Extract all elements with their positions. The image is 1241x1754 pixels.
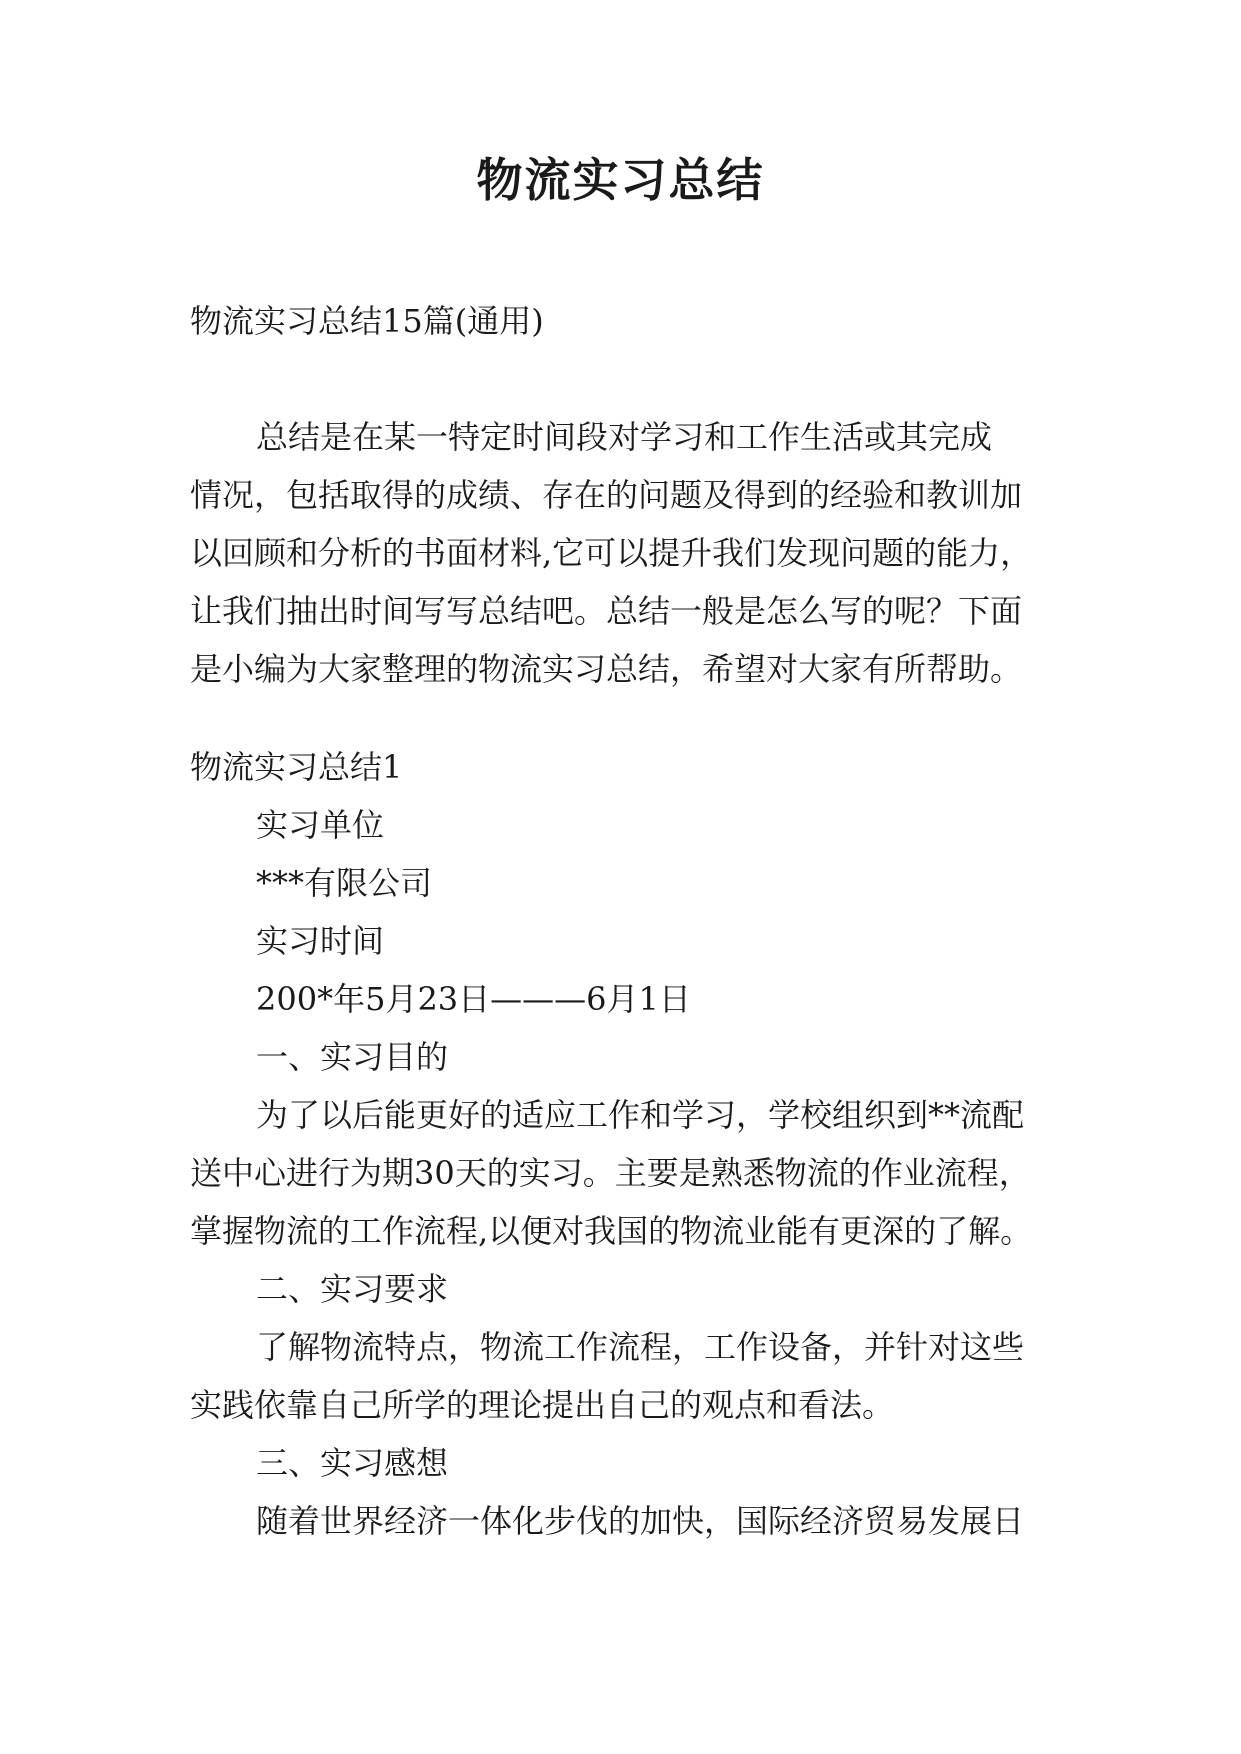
spacer <box>190 698 1058 738</box>
heading-reflections: 三、实习感想 <box>256 1444 449 1482</box>
intro-line: 是小编为大家整理的物流实习总结，希望对大家有所帮助。 <box>190 650 1023 688</box>
spacer <box>190 350 1058 408</box>
paragraph-line: 了解物流特点，物流工作流程，工作设备，并针对这些 <box>256 1328 1025 1366</box>
intro-line: 总结是在某一特定时间段对学习和工作生活或其完成 <box>256 418 993 456</box>
unit-value: ***有限公司 <box>256 864 433 902</box>
unit-label: 实习单位 <box>256 806 385 844</box>
time-label: 实习时间 <box>256 922 385 960</box>
document-title: 物流实习总结 <box>476 153 765 207</box>
document-subtitle: 物流实习总结15篇(通用) <box>190 302 544 340</box>
intro-line: 以回顾和分析的书面材料,它可以提升我们发现问题的能力， <box>190 534 1033 572</box>
heading-requirements: 二、实习要求 <box>256 1270 449 1308</box>
paragraph-line: 随着世界经济一体化步伐的加快，国际经济贸易发展日 <box>256 1502 1025 1540</box>
time-value: 200*年5月23日———6月1日 <box>256 980 691 1018</box>
heading-purpose: 一、实习目的 <box>256 1038 449 1076</box>
paragraph-line: 为了以后能更好的适应工作和学习，学校组织到**流配 <box>256 1096 1025 1134</box>
paragraph-line: 送中心进行为期30天的实习。主要是熟悉物流的作业流程， <box>190 1154 1031 1192</box>
paragraph-line: 实践依靠自己所学的理论提出自己的观点和看法。 <box>190 1386 895 1424</box>
intro-line: 让我们抽出时间写写总结吧。总结一般是怎么写的呢？下面 <box>190 592 1023 630</box>
paragraph-line: 掌握物流的工作流程,以便对我国的物流业能有更深的了解。 <box>190 1212 1033 1250</box>
section-title: 物流实习总结1 <box>190 748 403 786</box>
document-body <box>190 292 1058 1550</box>
intro-line: 情况，包括取得的成绩、存在的问题及得到的经验和教训加 <box>190 476 1023 514</box>
